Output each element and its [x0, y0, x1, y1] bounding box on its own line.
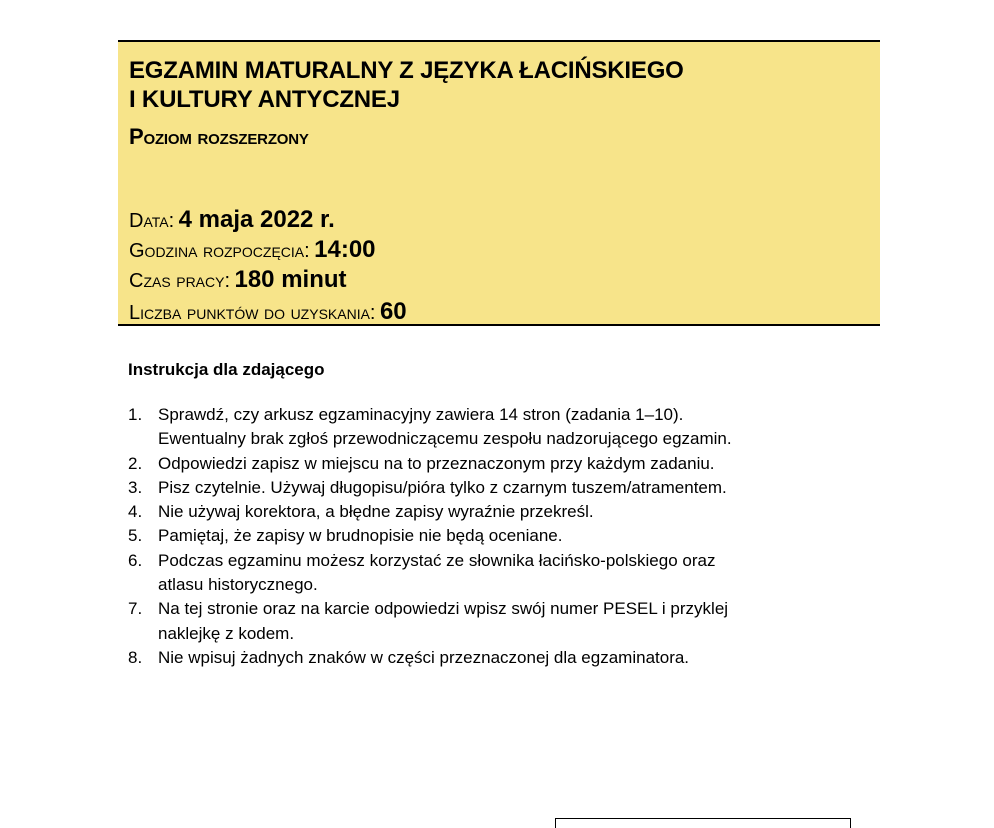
instruction-text: Pisz czytelnie. Używaj długopisu/pióra tylko z czarnym tuszem/atramentem. — [158, 477, 727, 497]
instruction-number — [128, 573, 158, 597]
exam-start-label: Godzina rozpoczęcia: — [129, 240, 310, 262]
instruction-item — [128, 597, 828, 621]
instruction-number: 8. — [128, 647, 143, 667]
exam-header-box — [118, 40, 880, 326]
instructions-list — [128, 403, 828, 670]
instructions-heading: Instrukcja dla zdającego — [128, 360, 325, 379]
exam-level: Poziom rozszerzony — [129, 124, 309, 149]
instruction-item — [128, 524, 828, 548]
instruction-item — [128, 500, 828, 524]
instruction-number — [128, 427, 158, 451]
exam-title — [129, 56, 684, 114]
instruction-text: Pamiętaj, że zapisy w brudnopisie nie będą oceniane. — [158, 526, 563, 546]
instruction-item — [128, 476, 828, 500]
exam-start-time — [129, 236, 376, 264]
instruction-text: Sprawdź, czy arkusz egzaminacyjny zawiera 14 stron (zadania 1–10). — [158, 405, 684, 424]
instruction-item — [128, 403, 828, 427]
exam-duration — [129, 266, 347, 294]
instruction-text: Nie używaj korektora, a błędne zapisy wyraźnie przekreśl. — [158, 502, 594, 522]
instruction-number: 5. — [128, 526, 143, 546]
instruction-item — [128, 452, 828, 476]
instruction-text: Nie wpisuj żadnych znaków w części przeznaczonej dla egzaminatora. — [158, 647, 690, 667]
exam-duration-label: Czas pracy: — [129, 270, 231, 292]
instruction-number: 6. — [128, 550, 143, 570]
pesel-box — [555, 818, 851, 828]
instruction-text: Odpowiedzi zapisz w miejscu na to przeznaczonym przy każdym zadaniu. — [158, 453, 715, 473]
exam-points-label: Liczba punktów do uzyskania: — [129, 302, 376, 324]
exam-start-value: 14:00 — [314, 236, 376, 263]
instruction-text: Na tej stronie oraz na karcie odpowiedzi wpisz swój numer PESEL i przyklej — [158, 599, 729, 619]
instruction-number: 7. — [128, 599, 143, 619]
instruction-number: 1. — [128, 405, 143, 424]
instruction-item — [128, 646, 828, 670]
instruction-number: 4. — [128, 502, 143, 522]
exam-title-line-1: EGZAMIN MATURALNY Z JĘZYKA ŁACIŃSKIEGO — [129, 57, 684, 84]
instruction-item — [128, 573, 828, 597]
exam-title-line-2: I KULTURY ANTYCZNEJ — [129, 86, 400, 113]
exam-points-value: 60 — [379, 298, 407, 325]
instruction-text: Podczas egzaminu możesz korzystać ze słownika łacińsko-polskiego oraz — [158, 550, 716, 570]
exam-date-value: 4 maja 2022 r. — [178, 206, 335, 233]
instruction-item — [128, 622, 828, 646]
instruction-text: naklejkę z kodem. — [158, 623, 295, 643]
instruction-number: 3. — [128, 477, 143, 497]
instruction-number: 2. — [128, 453, 143, 473]
instruction-number — [128, 622, 158, 646]
exam-duration-value: 180 minut — [234, 266, 347, 293]
exam-date-label: Data: — [129, 210, 175, 232]
exam-points — [129, 298, 407, 326]
instruction-item — [128, 549, 828, 573]
instruction-text: atlasu historycznego. — [158, 575, 318, 595]
exam-date — [129, 206, 335, 234]
instruction-item — [128, 427, 828, 451]
instruction-text: Ewentualny brak zgłoś przewodniczącemu zespołu nadzorującego egzamin. — [158, 429, 732, 449]
